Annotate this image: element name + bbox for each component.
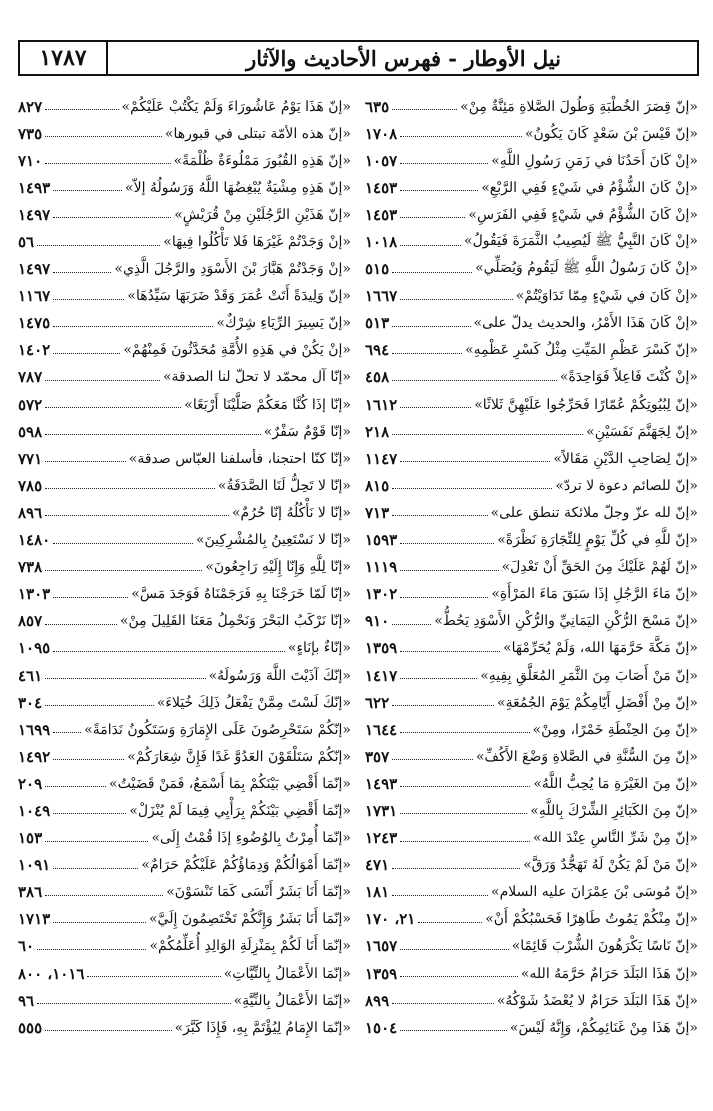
index-entry (365, 174, 698, 201)
index-entry (365, 228, 698, 255)
hadith-text: «إنْ كَانَ الشُّؤْمُ في شَيْءٍ فَفِي الفَرَسِ» (468, 206, 698, 223)
leader-dots (400, 245, 461, 246)
page-reference: ٥٧٢ (18, 395, 43, 414)
index-entry (18, 337, 351, 364)
page-reference: ١٠٤٩ (18, 801, 51, 820)
hadith-text: «إنّ مِنَ السُّنَّةِ في الصَّلاةِ وَضْعَ الأَكُفِّ» (475, 748, 698, 765)
page-reference: ٩١٠ (365, 612, 390, 631)
index-entry (365, 581, 698, 608)
leader-dots (53, 813, 126, 814)
page-reference: ٤٥٨ (365, 368, 390, 387)
page-reference: ٣٠٤ (18, 693, 43, 712)
page-reference: ١٦٦٧ (365, 287, 398, 306)
hadith-text: «إنّ هَذِهِ القُبُورَ مَمْلُوءَةٌ ظُلْمَةً» (173, 152, 351, 169)
leader-dots (400, 163, 488, 164)
index-entry (18, 987, 351, 1014)
page-reference: ١٢٤٣ (365, 829, 398, 848)
page-number: ١٧٨٧ (20, 42, 108, 74)
hadith-text: «إنّمَا أَقْضِي بَيْنَكُمْ بِرَأْيِي فِيمَا لَمْ يُنْزَلْ» (129, 802, 351, 819)
hadith-text: «إنّ قَيْسَ بْنَ سَعْدٍ كَانَ يَكُونُ» (524, 125, 698, 142)
index-entry (18, 1014, 351, 1041)
page-reference: ١١٤٧ (365, 449, 398, 468)
page-reference: ١٧١٣ (18, 910, 51, 929)
leader-dots (400, 543, 494, 544)
hadith-text: «إنّمَا أَنَا لَكُمْ بِمَنْزِلَةِ الوَالِدِ أُعَلِّمُكُمْ» (149, 938, 351, 955)
index-entry (18, 716, 351, 743)
hadith-text: «إنْ وَجَدْتُمْ هَبَّارَ بْنَ الأَسْوَدِ والرَّجُلَ الَّذِي» (114, 261, 351, 278)
page-reference: ١٥٩٣ (365, 531, 398, 550)
leader-dots (400, 976, 518, 977)
hadith-text: «إنّكُمْ سَتَلْقَوْنَ العَدُوَّ غَدًا فَإِنَّ شِعَارَكُمْ» (127, 748, 351, 765)
page-reference: ٤٧١ (365, 856, 390, 875)
page-reference: ١٦٩٩ (18, 720, 51, 739)
hadith-text: «إنْ كَانَ الشُّؤْمُ في شَيْءٍ فَفِي الرَّبْعِ» (481, 179, 698, 196)
page-reference: ١٤٧٥ (18, 314, 51, 333)
page-reference: ٧٨٥ (18, 476, 43, 495)
page-reference: ١٥٠٤ (365, 1018, 398, 1037)
hadith-text: «إنّ يَسِيرَ الرِّيَاءِ شِرْكٌ» (216, 315, 351, 332)
page-reference: ١٠٥٧ (365, 151, 398, 170)
index-entry (365, 364, 698, 391)
index-entry (18, 147, 351, 174)
leader-dots (400, 597, 488, 598)
leader-dots (392, 272, 472, 273)
index-entry (365, 825, 698, 852)
page-reference: ٣٥٧ (365, 747, 390, 766)
index-entry (18, 797, 351, 824)
page-reference: ٧٣٨ (18, 558, 43, 577)
leader-dots (392, 705, 494, 706)
page-reference: ١٦١٢ (365, 395, 398, 414)
leader-dots (392, 326, 470, 327)
page-reference: ١٤٥٣ (365, 205, 398, 224)
leader-dots (45, 461, 126, 462)
hadith-text: «إنْ كَانَ أَحَدُنَا في زَمَنِ رَسُولِ اللَّهِ» (491, 152, 698, 169)
index-entry (365, 987, 698, 1014)
leader-dots (45, 705, 154, 706)
leader-dots (392, 434, 583, 435)
page-reference: ١٤٩٧ (18, 205, 51, 224)
leader-dots (37, 245, 160, 246)
hadith-text: «إنّ مِنْ أَفْضَلِ أَيّامِكُمْ يَوْمَ الجُمُعَةِ» (497, 694, 698, 711)
index-entry (18, 527, 351, 554)
page-reference: ٥٦ (18, 233, 35, 252)
page-header (18, 40, 699, 76)
leader-dots (45, 488, 215, 489)
index-entry (18, 256, 351, 283)
page-reference: ١٤٥٣ (365, 178, 398, 197)
hadith-text: «إنّ هَذِهِ مِشْيَةٌ يُبْغِضُهَا اللَّهُ وَرَسُولُهُ إلاّ» (125, 179, 351, 196)
hadith-text: «إنّ للصائم دعوة لا تردّ» (555, 477, 698, 494)
index-entry (18, 906, 351, 933)
index-entry (365, 608, 698, 635)
page-reference: ١٠٩٥ (18, 639, 51, 658)
hadith-text: «إنّا آل محمّد لا تحلّ لنا الصدقة» (162, 369, 351, 386)
page-reference: ١٣٠٣ (18, 585, 51, 604)
hadith-text: «إنّاءٌ بإنَاءٍ» (287, 640, 351, 657)
page-reference: ٥٩٨ (18, 422, 43, 441)
page-reference: ١٨١ (365, 883, 390, 902)
index-entry (365, 770, 698, 797)
index-entry (18, 472, 351, 499)
hadith-text: «إنّا كنّا احتجنا، فأسلفنا العبّاس صدقة» (128, 450, 351, 467)
hadith-text: «إنّ هَذَا البَلَدَ حَرَامٌ حَرَّمَهُ الله» (520, 965, 698, 982)
hadith-text: «إنّ مِنَ الغَيْرَةِ مَا يُحِبُّ اللَّهُ» (533, 775, 698, 792)
index-entry (365, 879, 698, 906)
page-reference: ١٤٩٣ (18, 178, 51, 197)
leader-dots (53, 190, 122, 191)
index-entry (365, 527, 698, 554)
page-reference: ١٦٤٤ (365, 720, 398, 739)
hadith-text: «إنّ مَنْ لَمْ يَكُنْ لَهُ تَهَجُّدٌ وَرَقَّ» (523, 857, 698, 874)
leader-dots (45, 434, 261, 435)
hadith-text: «إنّ هذه الأمّة تبتلى في قبورها» (164, 125, 351, 142)
leader-dots (392, 515, 487, 516)
index-entry (365, 1014, 698, 1041)
leader-dots (53, 353, 120, 354)
index-entry (365, 256, 698, 283)
index-entry (18, 310, 351, 337)
page-reference: ١٣٥٩ (365, 639, 398, 658)
hadith-text: «إنّا لا نَأْكُلُهُ إنّا حُرُمٌ» (231, 504, 351, 521)
index-entry (365, 635, 698, 662)
page-reference: ٤٦١ (18, 666, 43, 685)
hadith-text: «إنّا لا تَحِلُّ لَنَا الصَّدَقَةُ» (217, 477, 351, 494)
index-entry (18, 743, 351, 770)
hadith-text: «إنّكُمْ سَتَحْرِصُونَ عَلَى الإِمَارَةِ وَسَتَكُونُ نَدَامَةً» (84, 721, 351, 738)
page-reference: ٦٠ (18, 937, 35, 956)
index-entry (365, 689, 698, 716)
index-entry (365, 554, 698, 581)
leader-dots (400, 732, 529, 733)
index-entry (18, 770, 351, 797)
hadith-text: «إنّمَا الأَعْمَالُ بِالنِّيَّةِ» (233, 992, 351, 1009)
hadith-text: «إنْ كَانَ هَذَا الأَمْرُ، والحديث يدلّ على» (473, 315, 698, 332)
leader-dots (53, 651, 285, 652)
index-entry (18, 391, 351, 418)
index-entry (365, 472, 698, 499)
hadith-text: «إنّمَا أَقْضِي بَيْنَكُمْ بِمَا أَسْمَعُ، فَمَنْ قَضَيْتُ» (109, 775, 351, 792)
hadith-text: «إنّ هَذَا البَلَدَ حَرَامٌ لا يُعْضَدُ شَوْكُهُ» (496, 992, 698, 1009)
page-reference: ٨٩٦ (18, 503, 43, 522)
page-reference: ١٤٩٢ (18, 747, 51, 766)
index-entry (365, 147, 698, 174)
leader-dots (392, 380, 557, 381)
index-entry (18, 364, 351, 391)
hadith-text: «إنّ مَنْ أَصَابَ مِنَ الثَّمَرِ المُعَلَّقِ بِفِيهِ» (480, 667, 698, 684)
hadith-text: «إنّا إذَا كُنَّا مَعَكُمْ صَلَّيْنَا أَرْبَعًا» (184, 396, 351, 413)
index-entry (365, 283, 698, 310)
leader-dots (53, 326, 213, 327)
index-entry (18, 418, 351, 445)
page-reference: ١٦٥٧ (365, 937, 398, 956)
page-reference: ١٧٣١ (365, 801, 398, 820)
hadith-text: «إنْ وَجَدْتُمْ غَيْرَهَا فَلا تَأْكُلُوا فِيهَا» (163, 234, 351, 251)
hadith-text: «إنّا نَرْكَبُ البَحْرَ وَنَحْمِلُ مَعَنَا القَلِيلَ مِنْ» (119, 613, 351, 630)
leader-dots (53, 922, 146, 923)
page-reference: ١٤١٧ (365, 666, 398, 685)
leader-dots (400, 678, 477, 679)
hadith-text: «إنّا لَمّا خَرَجْنَا بِهِ فَرَجَمْنَاهُ فَوَجَدَ مَسَّ» (131, 586, 351, 603)
leader-dots (45, 624, 117, 625)
leader-dots (45, 678, 205, 679)
leader-dots (53, 299, 124, 300)
index-entry (365, 120, 698, 147)
hadith-text: «إنّ هَذَا مِنْ غَنَائِمِكُمْ، وَإِنَّهُ لَيْسَ» (509, 1019, 698, 1036)
hadith-text: «إنّ هَذَيْنِ الرَّجُلَيْنِ مِنْ قُرَيْشٍ» (174, 206, 351, 223)
page-reference: ١١٦٧ (18, 287, 51, 306)
page-reference: ٢٠٩ (18, 774, 43, 793)
leader-dots (45, 380, 160, 381)
index-entry (18, 93, 351, 120)
index-entry (18, 581, 351, 608)
leader-dots (45, 570, 202, 571)
hadith-text: «إنّ مَاءَ الرَّجُلِ إذَا سَبَقَ مَاءَ المَرْأَةِ» (491, 586, 698, 603)
index-entry (18, 174, 351, 201)
leader-dots (400, 786, 530, 787)
leader-dots (392, 895, 488, 896)
index-entry (18, 635, 351, 662)
hadith-text: «إنّ وَلِيدَةً أَتَتْ عُمَرَ وَقَدْ ضَرَبَهَا سَيِّدُهَا» (127, 288, 351, 305)
page-title: نيل الأوطار - فهرس الأحاديث والآثار (246, 45, 561, 71)
leader-dots (392, 759, 473, 760)
page-reference: ٨٢٧ (18, 97, 43, 116)
page-reference: ١٠٩١ (18, 856, 51, 875)
index-entry (365, 933, 698, 960)
index-entry (365, 337, 698, 364)
index-entry (18, 499, 351, 526)
leader-dots (53, 272, 111, 273)
leader-dots (45, 515, 229, 516)
hadith-text: «إنّا قَوْمٌ سَفْرٌ» (263, 423, 351, 440)
hadith-text: «إنّ كَسْرَ عَظْمِ المَيِّتِ مِثْلُ كَسْرِ عَظْمِهِ» (465, 342, 698, 359)
page-reference: ١٤٩٣ (365, 774, 398, 793)
hadith-text: «إنّ لِجَهَنَّمَ نَفَسَيْنِ» (586, 423, 698, 440)
hadith-text: «إنْ كَانَ رَسُولُ اللَّهِ ﷺ لَيَقُومُ وَيُصَلِّي» (475, 260, 698, 277)
index-entry (365, 201, 698, 228)
leader-dots (392, 353, 462, 354)
leader-dots (392, 488, 552, 489)
index-entry (365, 418, 698, 445)
index-entry (365, 391, 698, 418)
index-entry (365, 445, 698, 472)
leader-dots (45, 895, 163, 896)
index-entry (18, 608, 351, 635)
page-reference: ١٠١٨ (365, 233, 398, 252)
page-reference: ٥١٣ (365, 314, 390, 333)
page-reference: ٧٣٥ (18, 124, 43, 143)
page-reference: ٢١، ١٧٠ (365, 910, 416, 929)
index-column-left (18, 93, 351, 1041)
leader-dots (400, 1030, 507, 1031)
leader-dots (37, 1003, 231, 1004)
hadith-text: «إنّا لا نَسْتَعِينُ بِالمُشْرِكِينَ» (195, 532, 351, 549)
page-reference: ١٤٩٧ (18, 260, 51, 279)
hadith-text: «إنّمَا الأَعْمَالُ بِالنِّيَّاتِ» (223, 965, 351, 982)
page-reference: ٧١٣ (365, 503, 390, 522)
leader-dots (392, 109, 457, 110)
page-reference: ٢١٨ (365, 422, 390, 441)
leader-dots (45, 1030, 171, 1031)
page-reference: ١٧٠٨ (365, 124, 398, 143)
page-reference: ٨٥٧ (18, 612, 43, 631)
leader-dots (53, 759, 124, 760)
leader-dots (392, 1003, 494, 1004)
page-reference: ٩٦ (18, 991, 35, 1010)
hadith-text: «إنّكَ آذَيْتَ اللَّهَ وَرَسُولَهُ» (208, 667, 351, 684)
page-reference: ١٤٠٢ (18, 341, 51, 360)
hadith-text: «إنّ هَذَا يَوْمُ عَاشُورَاءَ وَلَمْ يَكْتُبْ عَلَيْكُمْ» (121, 98, 351, 115)
hadith-text: «إنّا لِلَّهِ وَإِنّا إِلَيْهِ رَاجِعُونَ» (205, 559, 351, 576)
leader-dots (400, 299, 512, 300)
page-reference: ١١١٩ (365, 558, 398, 577)
leader-dots (400, 949, 508, 950)
index-entry (365, 906, 698, 933)
index-entry (18, 825, 351, 852)
index-column-right (365, 93, 698, 1041)
index-entry (365, 743, 698, 770)
hadith-text: «إنّ مِنْكُمْ يَمُوتُ طَاهِرًا فَحَسْبُكُمْ أَنْ» (485, 911, 698, 928)
page-reference: ٦٣٥ (365, 97, 390, 116)
leader-dots (400, 570, 498, 571)
page-reference: ٧٧١ (18, 449, 43, 468)
page-reference: ١٣٥٩ (365, 964, 398, 983)
hadith-text: «إنّ مُوسَى بْنَ عِمْرَانَ عليه السلام» (491, 884, 698, 901)
hadith-text: «إنّ لَهُمْ عَلَيْكَ مِنَ الحَقِّ أَنْ تَعْدِلَ» (501, 559, 698, 576)
page-reference: ٦٩٤ (365, 341, 390, 360)
leader-dots (45, 407, 181, 408)
hadith-text: «إنّ للَّهِ في كُلِّ يَوْمٍ لِلتِّجَارَةِ نَظْرَةً» (497, 532, 698, 549)
hadith-text: «إنّمَا أَنَا بَشَرٌ وَإِنَّكُمْ تَخْتَصِمُونَ إِلَيَّ» (148, 911, 351, 928)
hadith-text: «إنّمَا أُمِرْتُ بِالوُضُوءِ إذَا قُمْتُ إِلَى» (151, 830, 351, 847)
hadith-text: «إنّمَا الإِمَامُ لِيُؤْتَمَّ بِهِ، فَإِذَا كَبَّرَ» (174, 1019, 351, 1036)
leader-dots (400, 813, 527, 814)
page-reference: ٧٨٧ (18, 368, 43, 387)
leader-dots (53, 217, 171, 218)
hadith-text: «إنّمَا أَمْوَالُكُمْ وَدِمَاؤُكُمْ عَلَيْكُمْ حَرَامٌ» (141, 857, 351, 874)
leader-dots (392, 624, 431, 625)
index-entry (18, 283, 351, 310)
hadith-text: «إنّ مِنَ الكَبَائِرِ الشِّرْكَ بِاللَّهِ» (530, 802, 698, 819)
leader-dots (45, 841, 148, 842)
leader-dots (53, 597, 128, 598)
hadith-text: «إنّ مِنْ شَرِّ النَّاسِ عِنْدَ الله» (532, 830, 698, 847)
leader-dots (400, 461, 550, 462)
index-entry (18, 201, 351, 228)
index-entry (365, 499, 698, 526)
page-reference: ٨١٥ (365, 476, 390, 495)
index-entry (365, 662, 698, 689)
leader-dots (400, 136, 522, 137)
hadith-text: «إنّ مَكَّةَ حَرَّمَهَا الله، وَلَمْ يُحَرِّمْهَا» (503, 640, 698, 657)
page-reference: ٥١٥ (365, 260, 390, 279)
hadith-text: «إنّ لله عزّ وجلّ ملائكة تنطق على» (490, 504, 698, 521)
leader-dots (45, 786, 106, 787)
page-reference: ٦٢٢ (365, 693, 390, 712)
index-entry (365, 93, 698, 120)
hadith-text: «إنّ مِنَ الحِنْطَةِ خَمْرًا، ومِنْ» (532, 721, 698, 738)
hadith-text: «إنْ كَانَ النَّبِيُّ ﷺ لَيُصِيبُ الثَّمَرَةَ فَيَقُولُ» (464, 233, 698, 250)
hadith-text: «إنّمَا أَنَا بَشَرٌ أَنْسَى كَمَا تَنْسَوْنَ» (166, 884, 351, 901)
index-entry (18, 852, 351, 879)
index-entry (365, 716, 698, 743)
hadith-text: «إنْ كُنْتَ فَاعِلاً فَوَاحِدَةً» (559, 369, 698, 386)
leader-dots (400, 407, 471, 408)
leader-dots (392, 868, 520, 869)
index-entry (18, 662, 351, 689)
leader-dots (45, 136, 162, 137)
hadith-text: «إنّ قِصَرَ الخُطْبَةِ وَطُولَ الصَّلاةِ مَئِنَّةٌ مِنْ» (460, 98, 698, 115)
leader-dots (37, 949, 146, 950)
leader-dots (87, 976, 220, 977)
index-entry (18, 554, 351, 581)
index-entry (18, 445, 351, 472)
leader-dots (400, 841, 530, 842)
hadith-text: «إنّ لِصَاحِبِ الدَّيْنِ مَقَالاً» (553, 450, 698, 467)
hadith-text: «إنّ لِبُيُوتِكُمْ عُمّارًا فَحَرِّجُوا عَلَيْهِنَّ ثَلاثًا» (474, 396, 698, 413)
index-entry (365, 797, 698, 824)
leader-dots (45, 109, 118, 110)
leader-dots (400, 190, 478, 191)
hadith-text: «إنْ يَكُنْ في هَذِهِ الأُمَّةِ مُحَدَّثُونَ فَمِنْهُمْ» (123, 342, 351, 359)
page-reference: ٧١٠ (18, 151, 43, 170)
hadith-text: «إنّ مَسْحَ الرُّكْنِ اليَمَانِيِّ والرُّكْنِ الأَسْوَدِ يَحُطُّ» (434, 613, 698, 630)
page-reference: ١٠١٦، ٨٠٠ (18, 964, 85, 983)
leader-dots (400, 651, 500, 652)
index-entry (365, 852, 698, 879)
page-reference: ١٥٣ (18, 829, 43, 848)
leader-dots (400, 217, 465, 218)
index-entry (365, 960, 698, 987)
index-entry (18, 933, 351, 960)
hadith-text: «إنّ نَاسًا يَكْرَهُونَ الشُّرْبَ قَائِمًا» (511, 938, 698, 955)
index-entry (365, 310, 698, 337)
leader-dots (45, 163, 170, 164)
hadith-text: «إنْ كَانَ في شَيْءٍ مِمّا تَدَاوَيْتُمْ» (515, 288, 698, 305)
page-reference: ٥٥٥ (18, 1018, 43, 1037)
leader-dots (53, 868, 138, 869)
index-entry (18, 120, 351, 147)
hadith-text: «إنّكَ لَسْتَ مِمَّنْ يَفْعَلُ ذَلِكَ خُيَلاءَ» (156, 694, 351, 711)
page-reference: ١٣٠٢ (365, 585, 398, 604)
index-entry (18, 228, 351, 255)
leader-dots (53, 732, 81, 733)
index-entry (18, 879, 351, 906)
index-entry (18, 960, 351, 987)
page-reference: ١٤٨٠ (18, 531, 51, 550)
index-entry (18, 689, 351, 716)
page-reference: ٨٩٩ (365, 991, 390, 1010)
page-reference: ٣٨٦ (18, 883, 43, 902)
leader-dots (418, 922, 482, 923)
leader-dots (53, 543, 193, 544)
